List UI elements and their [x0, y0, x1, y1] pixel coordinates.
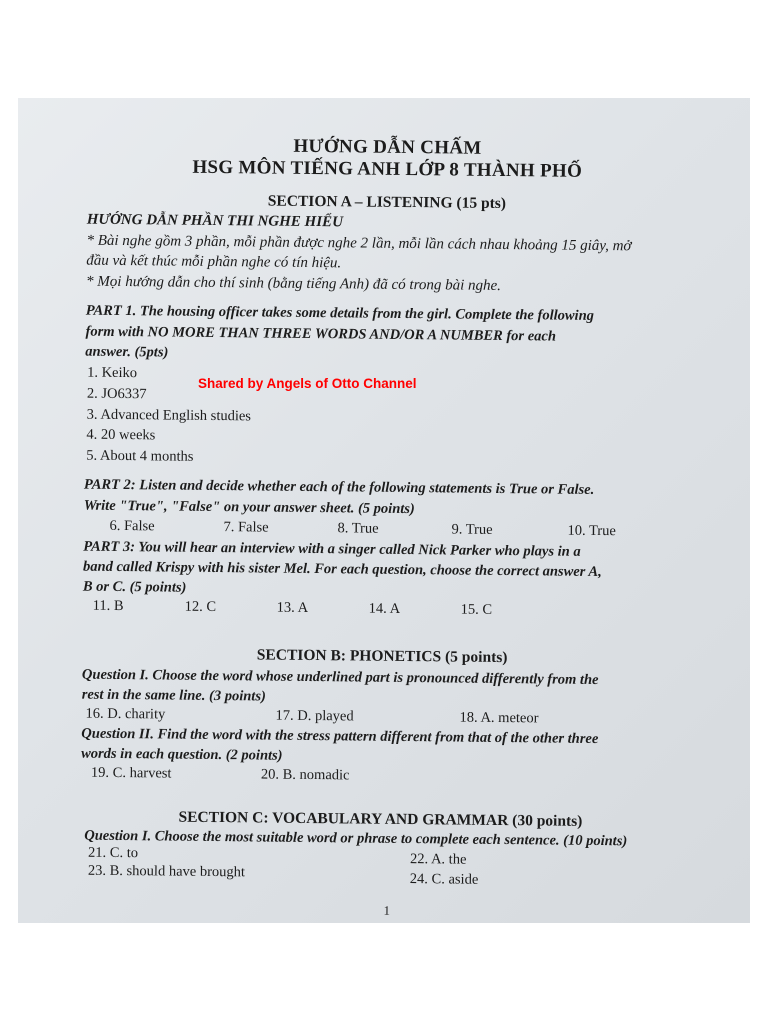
- guide-line-1: * Bài nghe gồm 3 phần, mỗi phần được nghe 2 lần, mỗi lần cách nhau khoảng 15 giây, mở: [86, 232, 632, 255]
- grammar-answer: 23. B. should have brought: [87, 862, 246, 881]
- part2-answer: 7. False: [223, 519, 269, 536]
- part1-answer: 3. Advanced English studies: [86, 406, 252, 425]
- part2-answer: 9. True: [451, 521, 493, 538]
- phonetics-q2-line-2: words in each question. (2 points): [81, 745, 283, 764]
- section-b-heading: SECTION B: PHONETICS (5 points): [256, 646, 508, 667]
- title-line-2: HSG MÔN TIẾNG ANH LỚP 8 THÀNH PHỐ: [192, 156, 583, 182]
- part1-instruction-line-3: answer. (5pts): [85, 343, 169, 361]
- section-c-heading: SECTION C: VOCABULARY AND GRAMMAR (30 points): [178, 808, 583, 830]
- phonetics-q1-line-1: Question I. Choose the word whose underlined part is pronounced differently from the: [81, 666, 599, 689]
- part3-answer: 15. C: [460, 601, 493, 618]
- part3-instruction-line-3: B or C. (5 points): [82, 578, 187, 596]
- watermark-text: Shared by Angels of Otto Channel: [198, 376, 417, 391]
- phonetics-q1-answer: 16. D. charity: [85, 705, 166, 723]
- part3-answer: 11. B: [92, 597, 124, 615]
- phonetics-q1-line-2: rest in the same line. (3 points): [81, 686, 266, 705]
- part2-answer: 8. True: [337, 520, 379, 537]
- phonetics-q1-answer: 18. A. meteor: [459, 709, 539, 727]
- part3-instruction-line-2: band called Krispy with his sister Mel. For each question, choose the correct answer A,: [83, 558, 602, 581]
- part1-answer: 4. 20 weeks: [86, 426, 156, 444]
- part2-answer: 6. False: [109, 517, 155, 535]
- page-number: 1: [383, 902, 391, 918]
- part1-instruction-line-1: PART 1. The housing officer takes some details from the girl. Complete the following: [85, 302, 595, 324]
- answer-key-sheet: [18, 98, 750, 923]
- section-a-heading: SECTION A – LISTENING (15 pts): [267, 192, 507, 213]
- part3-answer: 14. A: [368, 600, 401, 617]
- phonetics-q1-answer: 17. D. played: [275, 707, 354, 725]
- listening-guide-heading: HƯỚNG DẪN PHẦN THI NGHE HIỂU: [86, 211, 344, 231]
- part2-answer: 10. True: [567, 522, 616, 540]
- part3-answer: 12. C: [184, 598, 217, 616]
- part2-instruction-line-1: PART 2: Listen and decide whether each of the following statements is True or False.: [83, 476, 595, 498]
- document-photo: [18, 98, 750, 923]
- part3-answer: 13. A: [276, 599, 309, 616]
- grammar-q1-instruction: Question I. Choose the most suitable word or phrase to complete each sentence. (10 points): [84, 827, 628, 850]
- guide-line-3: * Mọi hướng dẫn cho thí sinh (bằng tiếng Anh) đã có trong bài nghe.: [85, 273, 502, 294]
- part1-answer: 5. About 4 months: [86, 447, 194, 465]
- part1-answer: 1. Keiko: [87, 364, 138, 382]
- phonetics-q2-answer: 20. B. nomadic: [260, 766, 350, 784]
- phonetics-q2-line-1: Question II. Find the word with the stress pattern different from that of the other three: [81, 725, 599, 748]
- grammar-answer: 22. A. the: [409, 851, 467, 868]
- part2-instruction-line-2: Write "True", "False" on your answer sheet. (5 points): [83, 497, 415, 518]
- part3-instruction-line-1: PART 3: You will hear an interview with a singer called Nick Parker who plays in a: [83, 538, 581, 560]
- grammar-answer: 21. C. to: [88, 844, 139, 862]
- grammar-answer: 24. C. aside: [409, 871, 479, 888]
- guide-line-2: đầu và kết thúc mỗi phần nghe có tín hiệu.: [86, 252, 342, 272]
- title-line-1: HƯỚNG DẪN CHẤM: [293, 135, 482, 159]
- phonetics-q2-answer: 19. C. harvest: [90, 764, 172, 782]
- part1-answer: 2. JO6337: [86, 385, 147, 403]
- part1-instruction-line-2: form with NO MORE THAN THREE WORDS AND/OR A NUMBER for each: [85, 323, 557, 345]
